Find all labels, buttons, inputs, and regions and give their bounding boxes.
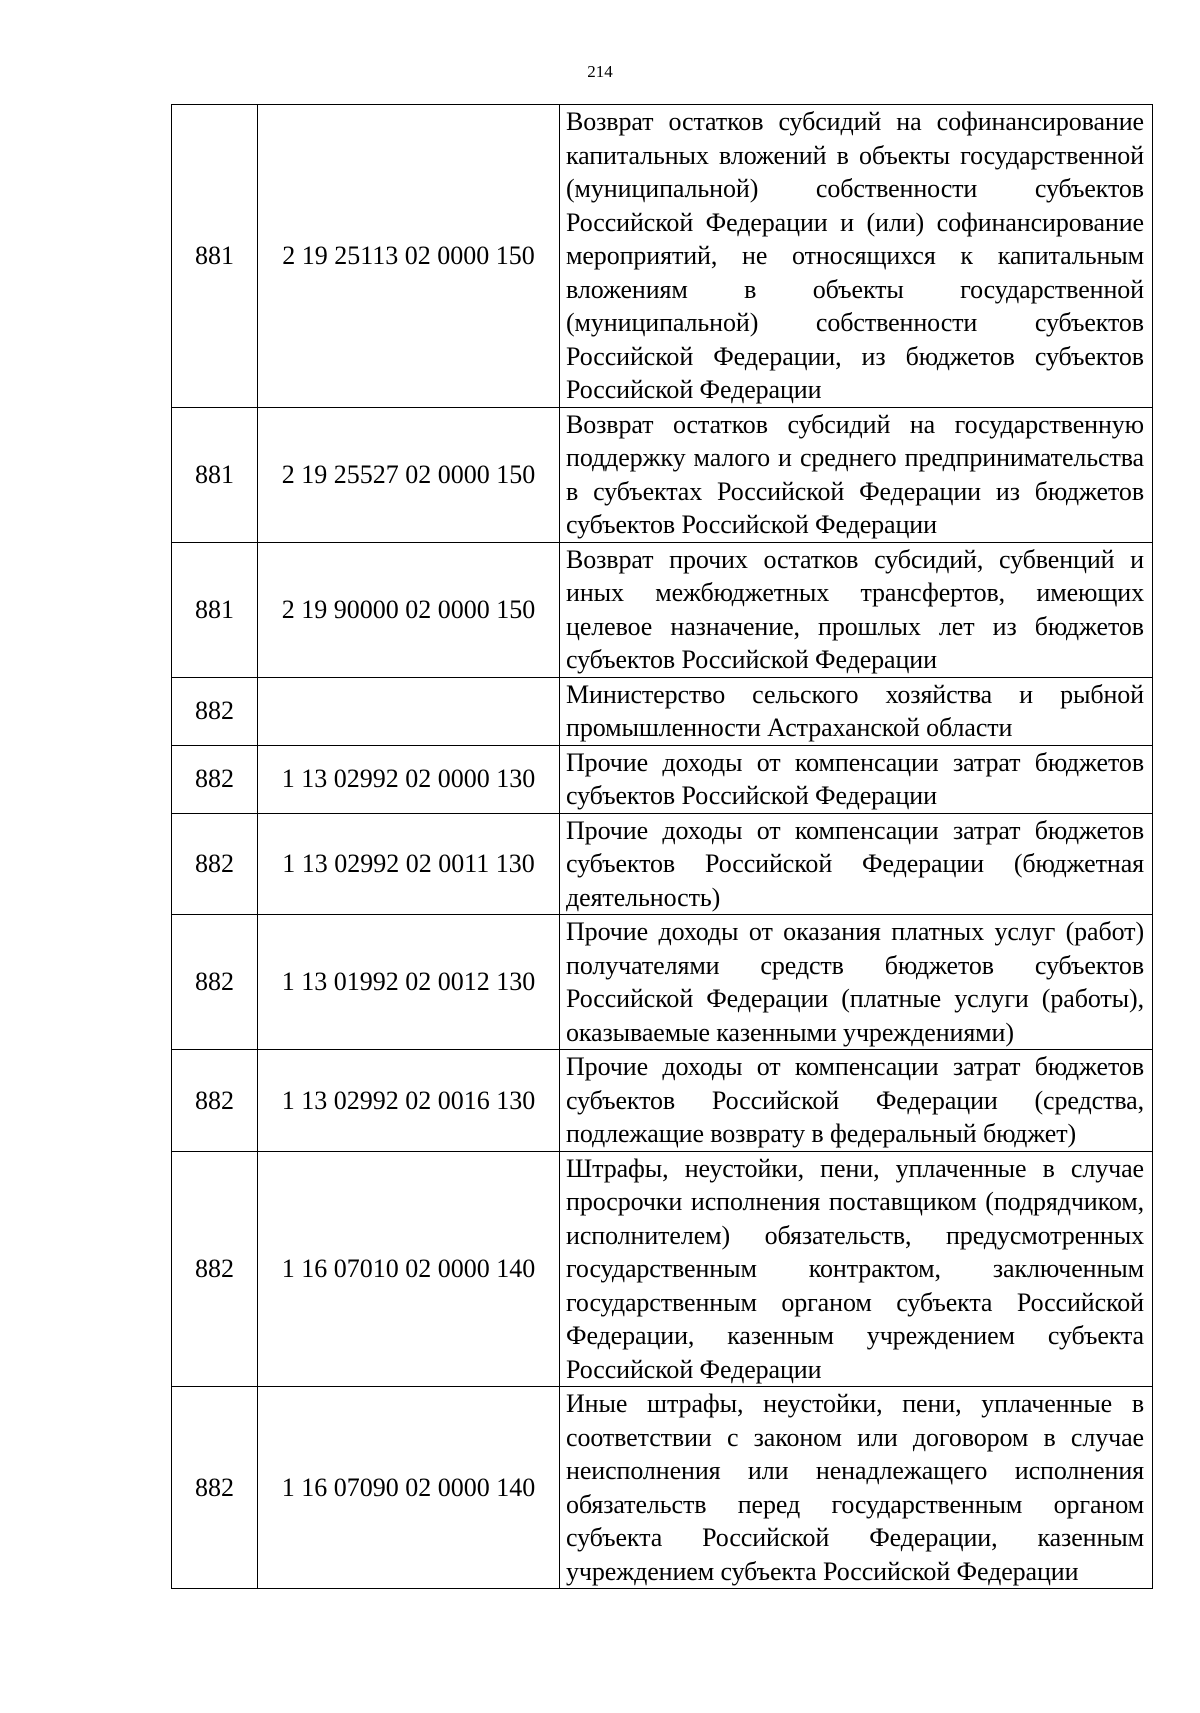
budget-code-cell: 2 19 90000 02 0000 150: [258, 542, 560, 677]
admin-code-cell: 881: [172, 542, 258, 677]
admin-code-cell: 882: [172, 1151, 258, 1387]
revenue-name-cell: Штрафы, неустойки, пени, уплаченные в случае просрочки исполнения поставщиком (подрядчиком, исполнителем) обязательств, предусмотренных государственным контрактом, заключенным государственным органом субъекта Российской Федерации, казенным учреждением субъекта Российской Федерации: [560, 1151, 1153, 1387]
revenue-name-cell: Прочие доходы от компенсации затрат бюджетов субъектов Российской Федерации (бюджетная деятельность): [560, 813, 1153, 915]
admin-code-cell: 882: [172, 1050, 258, 1152]
budget-code-cell: 2 19 25527 02 0000 150: [258, 407, 560, 542]
budget-code-cell: 1 16 07090 02 0000 140: [258, 1387, 560, 1589]
revenue-name-cell: Министерство сельского хозяйства и рыбной промышленности Астраханской области: [560, 677, 1153, 745]
budget-code-cell: [258, 677, 560, 745]
budget-code-cell: 1 13 02992 02 0000 130: [258, 745, 560, 813]
admin-code-cell: 881: [172, 407, 258, 542]
table-row: [172, 542, 1153, 677]
admin-code-cell: 882: [172, 745, 258, 813]
revenue-name-cell: Прочие доходы от компенсации затрат бюджетов субъектов Российской Федерации (средства, подлежащие возврату в федеральный бюджет): [560, 1050, 1153, 1152]
table-row: [172, 1387, 1153, 1589]
table-row: [172, 407, 1153, 542]
budget-code-cell: 1 16 07010 02 0000 140: [258, 1151, 560, 1387]
table-row: [172, 745, 1153, 813]
table-row: [172, 1151, 1153, 1387]
revenue-name-cell: Прочие доходы от компенсации затрат бюджетов субъектов Российской Федерации: [560, 745, 1153, 813]
table-row: [172, 1050, 1153, 1152]
admin-code-cell: 882: [172, 813, 258, 915]
table-row: [172, 813, 1153, 915]
admin-code-cell: 881: [172, 105, 258, 408]
table-row: [172, 677, 1153, 745]
revenue-name-cell: Иные штрафы, неустойки, пени, уплаченные в соответствии с законом или договором в случае неисполнения или ненадлежащего исполнения обязательств перед государственным органом субъекта Российской Федерации, казенным учреждением субъекта Российской Федерации: [560, 1387, 1153, 1589]
budget-code-cell: 1 13 02992 02 0016 130: [258, 1050, 560, 1152]
admin-code-cell: 882: [172, 1387, 258, 1589]
admin-code-cell: 882: [172, 677, 258, 745]
budget-code-cell: 2 19 25113 02 0000 150: [258, 105, 560, 408]
budget-codes-table: [171, 104, 1153, 1589]
revenue-name-cell: Возврат остатков субсидий на софинансирование капитальных вложений в объекты государственной (муниципальной) собственности субъектов Российской Федерации и (или) софинансирование мероприятий, не относящихся к капитальным вложениям в объекты государственной (муниципальной) собственности субъектов Российской Федерации, из бюджетов субъектов Российской Федерации: [560, 105, 1153, 408]
revenue-name-cell: Прочие доходы от оказания платных услуг (работ) получателями средств бюджетов субъектов Российской Федерации (платные услуги (работы), оказываемые казенными учреждениями): [560, 915, 1153, 1050]
revenue-name-cell: Возврат прочих остатков субсидий, субвенций и иных межбюджетных трансфертов, имеющих целевое назначение, прошлых лет из бюджетов субъектов Российской Федерации: [560, 542, 1153, 677]
page-number: 214: [587, 62, 613, 81]
budget-code-cell: 1 13 02992 02 0011 130: [258, 813, 560, 915]
admin-code-cell: 882: [172, 915, 258, 1050]
revenue-name-cell: Возврат остатков субсидий на государственную поддержку малого и среднего предпринимательства в субъектах Российской Федерации из бюджетов субъектов Российской Федерации: [560, 407, 1153, 542]
table-row: [172, 105, 1153, 408]
table-row: [172, 915, 1153, 1050]
budget-code-cell: 1 13 01992 02 0012 130: [258, 915, 560, 1050]
